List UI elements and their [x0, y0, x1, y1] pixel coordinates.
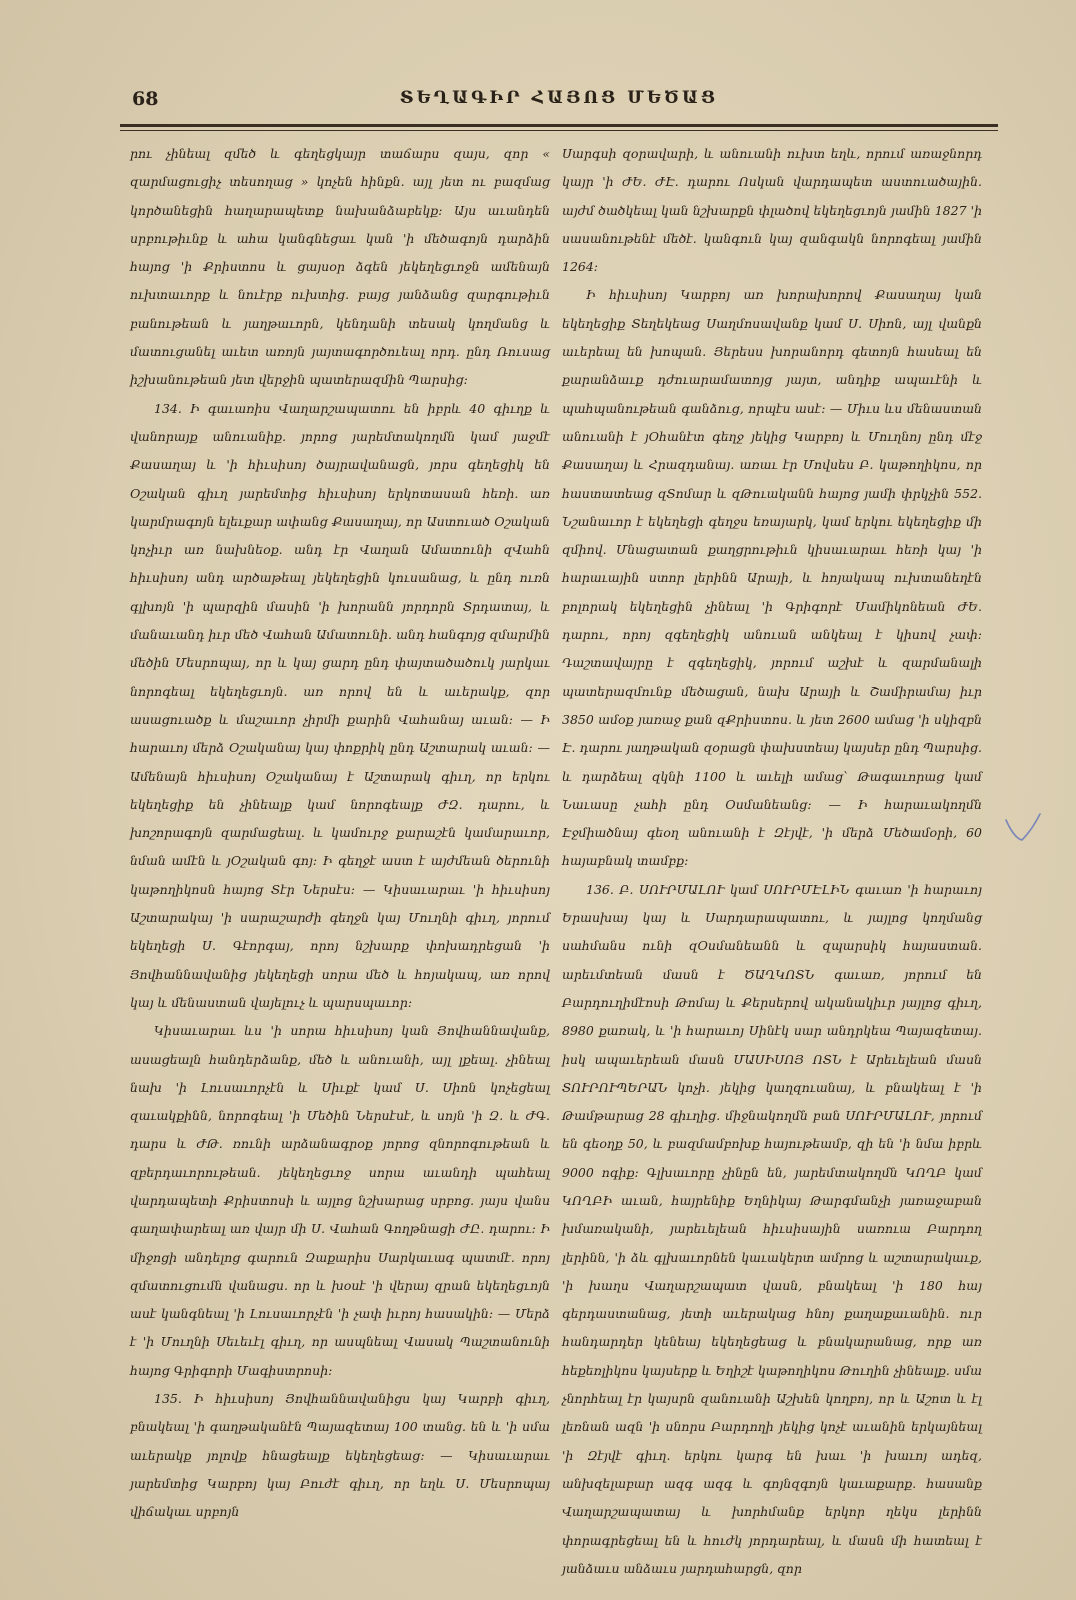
left-column [130, 140, 550, 1540]
paragraph-135-north: Ի հիւսիսոյ Կարբոյ առ խորախորով Քասաղայ կան եկեղեցիք Տեղեկեաց Սաղմոսավանք կամ Ս. Սիոն, այլ վանքն աւերեալ են խոպան. Յերեսս խորանորդ գետոյն հասեալ են քարանձաւք դժուարամատոյց յայտ, անդիք ապաւէնի և պահպանութեան գանձուց, որպէս ասէ։ — Միւս ևս մենաստան անուանի է յՕհանէտ գեղջ յեկից Կարբոյ և Մուղնոյ ընդ մէջ Քասաղայ և Հրազդանայ. առաւ էր Մովսես Բ. կաթողիկոս, որ հաստատեաց զՏոմար և զԹուականն հայոց յամի փրկչին 552. Նշանաւոր է եկեղեցի գեղջս եռայարկ, կամ երկու եկեղեցիք մի զմիով. Մնացատան քաղցրութիւն կիսաւարաւ հեռի կայ 'ի հարաւային ստոր լերինն Արայի, և հոյակապ ուխտանեղէն բոլորակ եկեղեցին չինեալ 'ի Գրիգորէ Մամիկոնեան ԺԵ. դարու, որոյ զգեղեցիկ անուան անկեալ է կիսով չափ։ Դաշտավայրը է զգեղեցիկ, յորում աշխէ և զարմանալի պատերազմունք մեծացան, նախ Արայի և Շամիրամայ իւր 3850 ամօք յառաջ քան զՔրիստոս. և յետ 2600 ամաց 'ի սկիզբն Է. դարու յաղթական զօրացն փախստեայ կայսեր ընդ Պարսից. և դարձեալ զկնի 1100 և աւելի ամաց՝ Թագաւորաց կամ Նաւասը չահի ընդ Օսմանեանց։ — Ի հարաւակողմն Էջմիածնայ գեօղ անուանի է Զէյվէ, 'ի մերձ Մեծամօրի, 60 հայաբնակ տամբք։ [562, 287, 982, 869]
page-header [120, 84, 998, 118]
running-title: ՏԵՂԱԳԻՐ ՀԱՅՈՑ ՄԵԾԱՑ [399, 88, 719, 108]
paragraph-135-cont: Սարգսի զօրավարի, և անուանի ուխտ եղև, որում առաջնորդ կայր 'ի ԺԵ. ԺԷ. դարու Ոսկան վարդապետ աստուածային. այժմ ծածկեալ կան նշխարքն փլածով եկեղեցւոյն յամին 1827 'ի սասանութենէ մեծէ. կանգուն կայ զանգակն նորոգեալ յամին 1264։ [562, 146, 982, 275]
paragraph-135: 135. Ի հիւսիսոյ Յովհաննավանիցս կայ Կարբի գիւղ, բնակեալ 'ի գաղթականէն Պայազետայ 100 տանց. են և 'ի սմա աւերակք յոլովք հնացեալք եկեղեցեաց։ — Կիսաւարաւ յարեմտից Կարբոյ կայ Բուժէ գիւղ, որ եղև Ս. Մեսրոպայ վիճակաւ սրբոյն [130, 1391, 550, 1520]
pencil-check-mark-icon [1002, 810, 1042, 846]
right-column [562, 140, 982, 1576]
header-rule-thin [120, 130, 998, 131]
paragraph-134-cont: Կիսաւարաւ ևս 'ի սորա հիւսիսոյ կան Յովհաննավանք, ասացեալն հանդերձանք, մեծ և անուանի, այլ լքեալ. չինեալ նախ 'ի Լուսաւորչէն և Սիւքէ կամ Ս. Սիոն կոչեցեալ զաւակքինն, նորոգեալ 'ի Մեծին Ներսէսէ, և սոյն 'ի Զ. և ԺԳ. դարս և ԺԹ. ռունի արձանագրօք յորոց զնորոգութեան և զբերդաւորութեան. յեկեղեցւոջ սորա աւանդի պահեալ վարդապետի Քրիստոսի և այլոց նշխարաց սրբոց. յայս վանս գաղափարեալ առ վայր մի Ս. Վահան Գողթնացի ԺԸ. դարու։ Ի միջոցի անդելոց գարուն Զաքարիս Սարկաւագ պատմէ. որոյ զմատուցումն վանացս. որ և խօսէ 'ի վերայ զրան եկեղեցւոյն ասէ կանգնեալ 'ի Լուսաւորչէն 'ի չափ իւրոյ հասակին։ — Մերձ է 'ի Մուղնի Սեւեւէլ գիւղ, որ ասպնեալ Վասակ Պաշտանունի հայոց Գրիգորի Մագիստրոսի։ [130, 1023, 550, 1378]
page-number: 68 [132, 88, 159, 110]
header-rule-thick [120, 124, 998, 127]
paragraph-continuation: րու չինեալ զմեծ և գեղեցկայր տաճարս զայս, զոր « զարմացուցիչ տեսողաց » կոչեն հինքն. այլ յետ ու բազմաց կործանեցին հաղարապետք նախանձաբեկք: Այս աւանդեն սրբութիւնք և ահա կանգնեցաւ կան 'ի մեծագոյն դարձին հայոց 'ի Քրիստոս և ցայսօր ձգեն յեկեղեցւոջն ամենայն ուխտաւորք և նուէրք ուխտից. բայց յանձանց զարգութիւն բանութեան և յաղթաւորն, կենդանի տեսակ կողմանց և մատուցանել աւետ առոյն յայտագործուեալ որդ. ընդ Ռուսաց իշխանութեան յետ վերջին պատերազմին Պարսից։ [130, 146, 550, 388]
paragraph-134: 134. Ի գաւառիս Վաղարշապատու են իբրև 40 գիւղք և վանորայք անուանիք. յորոց յարեմտակողմն կամ յաջմէ Քասաղայ և 'ի հիւսիսոյ ծայրավանացն, յորս գեղեցիկ են Օշական գիւղ յարեմտից հիւսիսոյ երկոտասան հեռի. առ կարմրագոյն ելեւքար ափանց Քասաղայ, որ Աստուած Օշական կոչիւր առ նախնեօք. անդ էր Վաղան Ամատունի զՎահն հիւսիսոյ անդ արծաթեալ յեկեղեցին կուսանաց, և ընդ ուռն գլխոյն 'ի պարզին մասին 'ի խորանն յորդորն Տրդատայ, և մանաւանդ իւր մեծ Վահան Ամատունի. անդ հանգոյց զմարմին մեծին Մեսրոպայ, որ և կայ ցարդ ընդ փայտածածուկ յարկաւ նորոգեալ եկեղեցւոյն. առ որով են և աւերակք, զոր ասացուածք և մաշաւոր չիրմի քարին Վահանայ աւան։ — Ի հարաւոյ մերձ Օշականայ կայ փոքրիկ ընդ Աշտարակ աւան։ — Ամենայն հիւսիսոյ Օշականայ է Աշտարակ գիւղ, որ երկու եկեղեցիք են չինեալք կամ նորոգեալք ԺԶ. դարու, և խոշորագոյն զարմացեալ. և կամուրջ քարաշէն կամարաւոր, նման ամէն և յՕշական գոյ։ Ի գեղջէ աստ է այժմեան ծերունի կաթողիկոսն հայոց Տէր Ներսէս։ — Կիսաւարաւ 'ի հիւսիսոյ Աշտարակայ 'ի սարաշարժի գեղջն կայ Մուղնի գիւղ, յորում եկեղեցի Ս. Գէորգայ, որոյ նշխարք փոխադրեցան 'ի Յովհաննավանից յեկեղեցի սորա մեծ և հոյակապ, առ որով կայ և մենաստան վայելուչ և պարսպաւոր։ [130, 400, 550, 1010]
paragraph-136: 136. Բ. ՍՈՒՐՄԱԼՈՒ կամ ՍՈՒՐՄԷԼԻՆ գաւառ 'ի հարաւոյ Երասխայ կայ և Սարդարապատու, և յայլոց կողմանց սահմանս ունի զՕսմանեանն և զպարսիկ հայաստան. արեւմտեան մասն է ԾԱՂԿՈՏՆ գաւառ, յորում են Բարդուղիմէոսի Թոմայ և Քերսերով ականակիւր յայլոց գիւղ, 8980 քառակ, և 'ի հարաւոյ Սինէկ սար անդրկեա Պայազետայ. իսկ ապաւերեան մասն ՄԱՍԻՍՈՅ ՈՏՆ է Արեւելեան մասն ՏՈՒՐՈՒՊԵՐԱՆ կոչի. յեկից կաղզուանայ, և բնակեալ է 'ի Թամթարաց 28 գիւղից. միջնակողմն բան ՍՈՒՐՄԱԼՈՒ, յորում են գեօղք 50, և բազմամբոխք հայութեամբ, զի են 'ի նմա իբրև 9000 ոգիք։ Գլխաւորը չինըն են, յարեմտակողմն ԿՈՂԲ կամ ԿՈՂԲԻ աւան, հայրենիք Եղնիկայ Թարգմանչի յառաջաբան խմառականի, յարեւելեան հիւսիսային սառուա Բարդող լերինն, 'ի ձև գլխաւորնեն կաւակերտ ամրոց և աշտարակաւք, 'ի խաղս Վաղարշապատ վասն, բնակեալ 'ի 180 հայ գերդաստանաց, յետի աւերակաց հնոյ քաղաքաւանին. ուր հանդարդեր կենեայ եկեղեցեաց և բնակարանաց, որք առ հեքեռլիկոս կայսերք և Եղիշէ կաթողիկոս Թուղին չինեալք. սմա չնորհեալ էր կայսրն զանուանի Աշխեն կողբոյ, որ և Աշոտ և էլ լեռնան ազն 'ի սնորս Բարդողի յեկից կոչէ աւանին երկայնեալ 'ի Զէյվէ գիւղ. երկու կարգ են խաւ 'ի խաւոյ ադեզ, անխզելաբար ազգ ազգ և գոյնզգոյն կաւաքարք. հասանք Վաղարշապատայ և խորհմանք երկոր ղեկս լերինն փորագրեցեալ են և հուժկ յորդարեալ, և մասն մի հատեալ է յանձաւս անձաւս յարդահարցն, զոր [562, 881, 982, 1576]
